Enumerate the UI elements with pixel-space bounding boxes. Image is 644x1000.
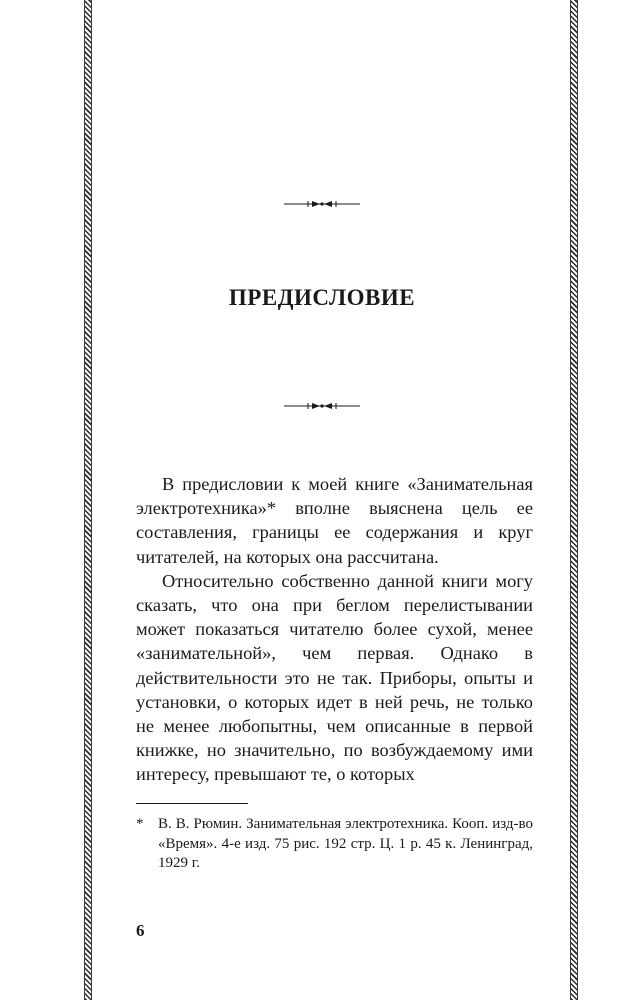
right-page-border (570, 0, 578, 1000)
body-text (136, 472, 533, 787)
footnote-text: В. В. Рюмин. Занимательная электротехника. Кооп. изд-во «Время». 4-е изд. 75 рис. 192 стр. Ц. 1 р. 45 к. Ленинград, 1929 г. (158, 816, 533, 872)
ornament-divider-icon (0, 400, 644, 412)
page-number: 6 (136, 921, 145, 940)
footnote (136, 815, 533, 874)
footnote-marker: * (136, 816, 144, 832)
left-page-border (84, 0, 92, 1000)
chapter-title: ПРЕДИСЛОВИЕ (228, 285, 416, 310)
ornament-divider-icon (0, 198, 644, 210)
paragraph: В предисловии к моей книге «Занимательная электротехника»* вполне выяснена цель ее составления, границы ее содержания и круг читателей, на которых она рассчитана. (136, 474, 533, 567)
footnote-divider (136, 803, 248, 804)
paragraph: Относительно собственно данной книги могу сказать, что она при беглом перелистывании может показаться читателю более сухой, менее «занимательной», чем первая. Однако в действительности это не так. Приборы, опыты и установки, о которых идет в ней речь, не только не менее любопытны, чем описанные в первой книжке, но значительно, по возбуждаемому ими интересу, превышают те, о которых (136, 570, 533, 785)
